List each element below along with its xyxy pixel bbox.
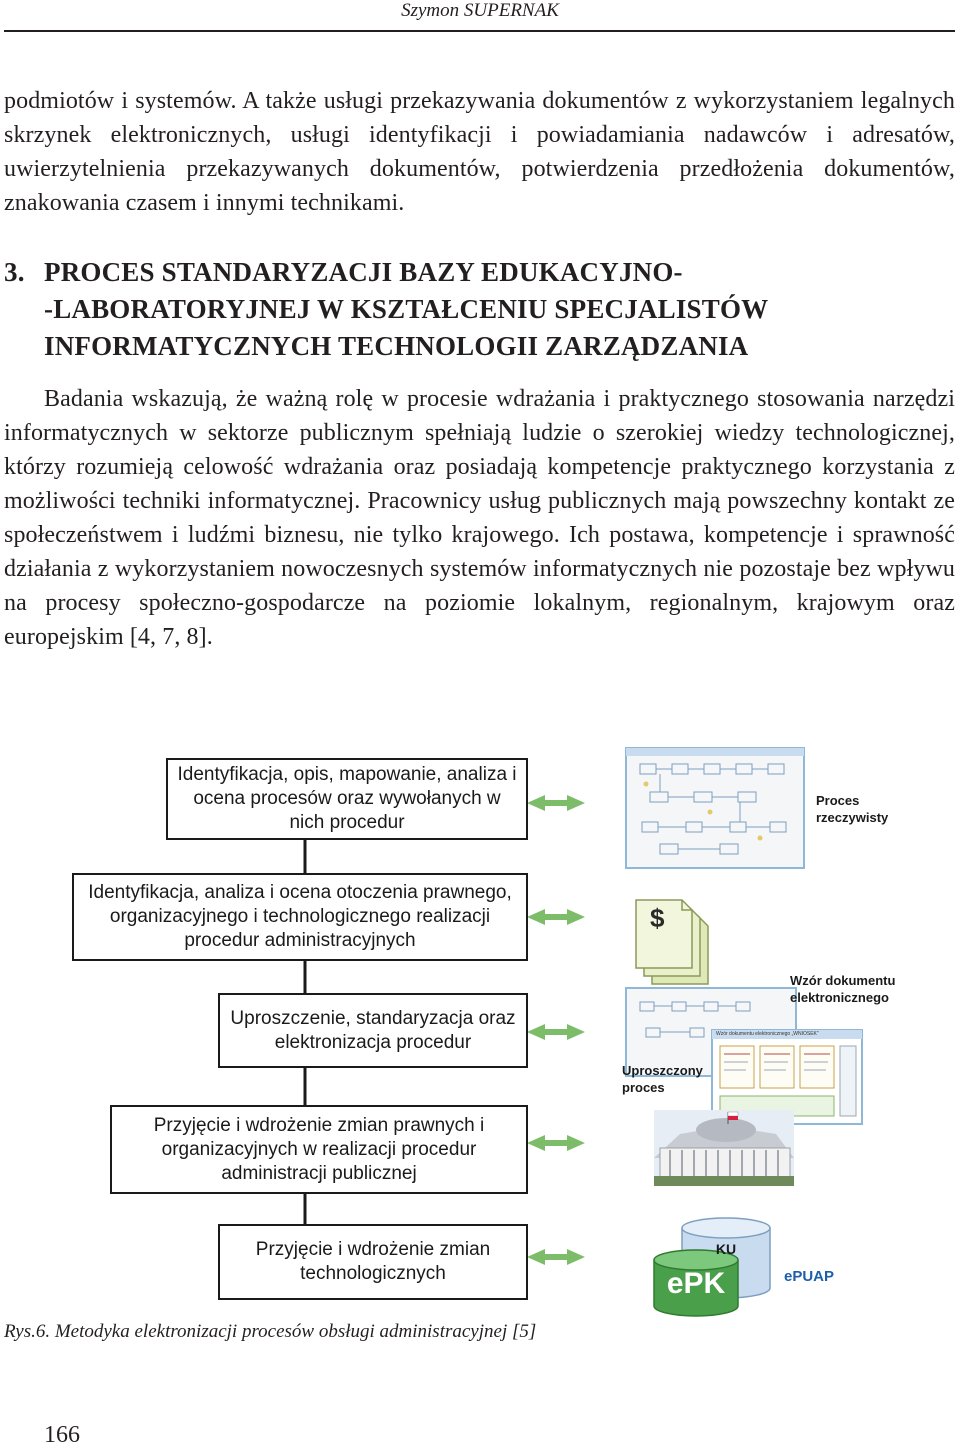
section-title-line-1: PROCES STANDARYZACJI BAZY EDUKACYJNO-: [44, 257, 683, 287]
step-5-box: Przyjęcie i wdrożenie zmian technologicznych: [218, 1224, 528, 1300]
header-rule: [4, 30, 955, 32]
body-paragraph-text: Badania wskazują, że ważną rolę w procesie wdrażania i praktycznego stosowania narzędzi informatycznych w sektorze publicznym spełniają ludzie o szerokiej wiedzy technologicznej, którzy rozumieją celowość wdrażania oraz posiadają kompetencje praktycznego korzystania z możliwości techniki informatycznej. Pracownicy usług publicznych mają powszechny kontakt ze społeczeństwem i ludźmi biznesu, nie tylko krajowego. Ich postawa, kompetencje i sprawność działania z wykorzystaniem nowoczesnych systemów informatycznych nie pozostaje bez wpływu na procesy społeczno-gospodarcze na poziomie lokalnym, regionalnym, krajowym oraz europejskim [4, 7, 8].: [4, 386, 955, 650]
section-number: 3.: [4, 257, 25, 287]
methodology-figure: [0, 740, 960, 1320]
label-epuap: ePUAP: [784, 1268, 835, 1285]
double-arrow-1-icon: [527, 795, 585, 811]
figure-caption: Rys.6. Metodyka elektronizacji procesów obsługi administracyjnej [5]: [4, 1321, 537, 1342]
label-simplified-process: Uproszczony proces: [622, 1063, 703, 1095]
label-epk: ePK: [666, 1267, 726, 1300]
double-arrow-5-icon: [527, 1249, 585, 1265]
step-1-box: Identyfikacja, opis, mapowanie, analiza i ocena procesów oraz wywołanych w nich procedur: [166, 758, 528, 840]
page-number: 166: [44, 1422, 80, 1448]
double-arrow-4-icon: [527, 1135, 585, 1151]
dollar-sign-text: $: [650, 903, 665, 933]
document-template-screenshot-icon: [626, 988, 862, 1124]
real-process-screenshot-icon: [626, 748, 804, 868]
parliament-building-icon: [654, 1110, 794, 1186]
label-ku: KU: [715, 1241, 737, 1257]
intro-paragraph: podmiotów i systemów. A także usługi przekazywania dokumentów z wykorzystaniem legalnych skrzynek elektronicznych, usługi identyfikacji i powiadamiania nadawców i adresatów, uwierzytelnienia przekazywanych dokumentów, potwierdzenia przedłożenia dokumentów, znakowania czasem i innymi technikami.: [4, 88, 955, 216]
template-window-title: Wzór dokumentu elektronicznego „WNIOSEK”: [716, 1031, 819, 1037]
section-title-line-3: INFORMATYCZNYCH TECHNOLOGII ZARZĄDZANIA: [44, 331, 749, 361]
section-title-line-2: -LABORATORYJNEJ W KSZTAŁCENIU SPECJALISTÓW: [44, 294, 769, 324]
step-3-box: Uproszczenie, standaryzacja oraz elektronizacja procedur: [218, 993, 528, 1068]
label-document-template: Wzór dokumentu elektronicznego: [790, 973, 896, 1005]
double-arrow-2-icon: [527, 909, 585, 925]
double-arrow-3-icon: [527, 1024, 585, 1040]
running-head-author: Szymon SUPERNAK: [401, 0, 559, 21]
label-real-process: Proces rzeczywisty: [816, 793, 889, 825]
section-heading: [4, 254, 955, 365]
step-4-box: Przyjęcie i wdrożenie zmian prawnych i organizacyjnych w realizacji procedur administracji publicznej: [110, 1105, 528, 1194]
body-paragraph: [4, 382, 955, 654]
step-2-box: Identyfikacja, analiza i ocena otoczenia prawnego, organizacyjnego i technologicznego realizacji procedur administracyjnych: [72, 873, 528, 961]
